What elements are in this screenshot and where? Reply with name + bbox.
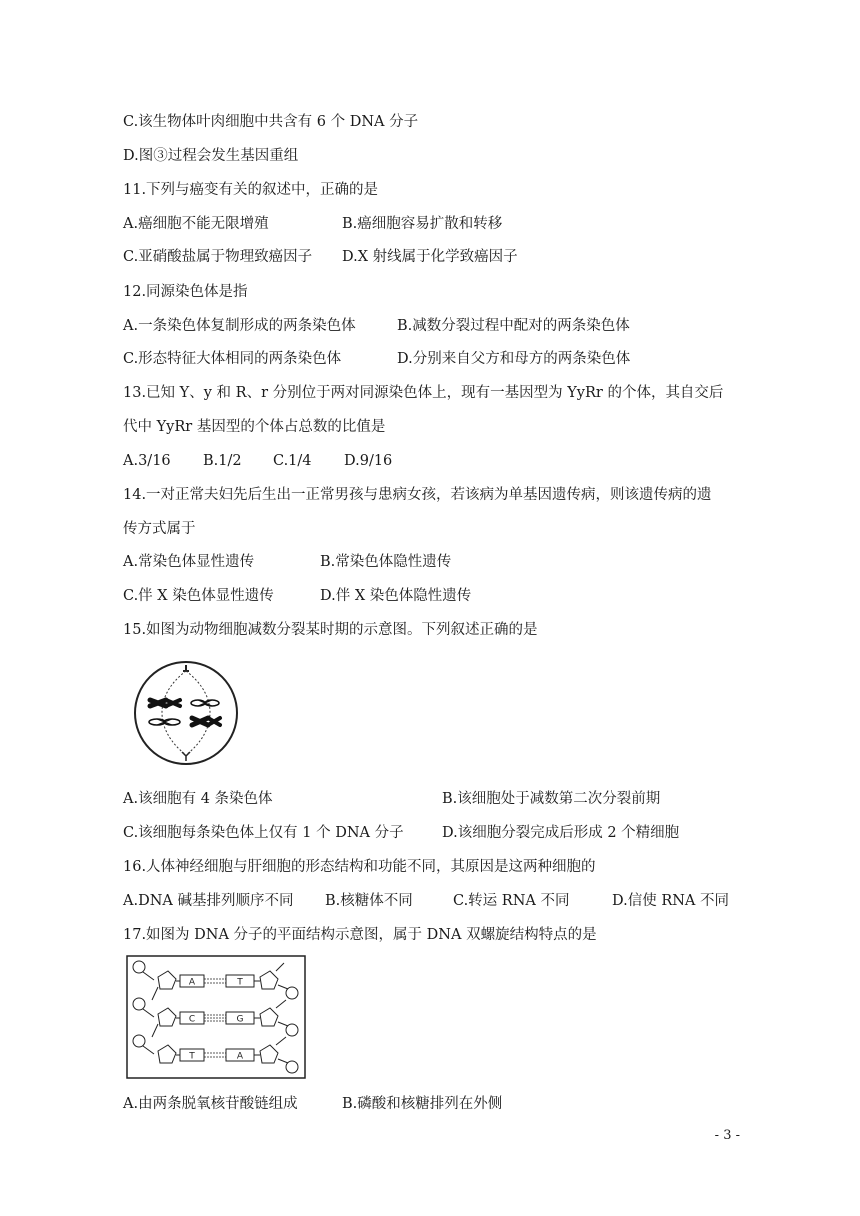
question-14-stem-line1: 14.一对正常夫妇先后生出一正常男孩与患病女孩，若该病为单基因遗传病，则该遗传病的遗 <box>123 487 712 503</box>
spindle-fiber-right <box>186 671 210 755</box>
question-13-stem-line2: 代中 YyRr 基因型的个体占总数的比值是 <box>123 419 386 435</box>
base-r1-left: A <box>188 977 196 988</box>
chromosome-pair-bottom-right <box>192 718 220 725</box>
chromosome-pair-top-right <box>191 700 219 706</box>
base-r3-left: T <box>189 1051 195 1062</box>
q12-option-a[interactable]: A.一条染色体复制形成的两条染色体 <box>123 318 356 334</box>
q14-option-a[interactable]: A.常染色体显性遗传 <box>123 554 255 570</box>
question-14-stem-line2: 传方式属于 <box>123 521 196 537</box>
q15-option-b[interactable]: B.该细胞处于减数第二次分裂前期 <box>442 791 661 807</box>
sugar-right-3 <box>260 1045 278 1063</box>
sugar-right-2 <box>260 1008 278 1026</box>
question-17-stem: 17.如图为 DNA 分子的平面结构示意图，属于 DNA 双螺旋结构特点的是 <box>123 927 597 943</box>
q13-option-c[interactable]: C.1/4 <box>273 453 312 469</box>
sugar-left-2 <box>158 1008 176 1026</box>
q11-option-c[interactable]: C.亚硝酸盐属于物理致癌因子 <box>123 249 313 265</box>
hydrogen-bonds-r1 <box>204 979 226 983</box>
q11-option-d[interactable]: D.X 射线属于化学致癌因子 <box>342 249 518 265</box>
chromosome-pair-bottom-left <box>149 719 180 725</box>
question-12-stem: 12.同源染色体是指 <box>123 284 248 300</box>
sugar-left-1 <box>158 971 176 989</box>
phosphate-left-2 <box>133 998 145 1010</box>
q16-option-c[interactable]: C.转运 RNA 不同 <box>453 893 570 909</box>
q14-option-d[interactable]: D.伴 X 染色体隐性遗传 <box>320 588 472 604</box>
q13-option-a[interactable]: A.3/16 <box>123 453 171 469</box>
q13-option-d[interactable]: D.9/16 <box>344 453 393 469</box>
cell-membrane <box>135 662 237 764</box>
q16-option-a[interactable]: A.DNA 碱基排列顺序不同 <box>123 893 294 909</box>
base-r1-right: T <box>237 977 243 988</box>
question-16-stem: 16.人体神经细胞与肝细胞的形态结构和功能不同，其原因是这两种细胞的 <box>123 859 596 875</box>
q15-option-c[interactable]: C.该细胞每条染色体上仅有 1 个 DNA 分子 <box>123 825 404 841</box>
q16-option-d[interactable]: D.信使 RNA 不同 <box>612 893 730 909</box>
q15-option-a[interactable]: A.该细胞有 4 条染色体 <box>123 791 273 807</box>
q16-option-b[interactable]: B.核糖体不同 <box>325 893 413 909</box>
sugar-right-1 <box>260 971 278 989</box>
question-11-stem: 11.下列与癌变有关的叙述中，正确的是 <box>123 182 379 198</box>
chromosome-pair-top-left <box>150 700 180 706</box>
q11-option-a[interactable]: A.癌细胞不能无限增殖 <box>123 216 269 232</box>
q13-option-b[interactable]: B.1/2 <box>203 453 242 469</box>
meiosis-cell-figure <box>132 660 240 770</box>
q11-option-b[interactable]: B.癌细胞容易扩散和转移 <box>342 216 503 232</box>
spindle-pole-top <box>183 665 189 671</box>
hydrogen-bonds-r3 <box>204 1053 226 1057</box>
q17-option-a[interactable]: A.由两条脱氧核苷酸链组成 <box>123 1096 298 1112</box>
q12-option-c[interactable]: C.形态特征大体相同的两条染色体 <box>123 351 342 367</box>
q14-option-c[interactable]: C.伴 X 染色体显性遗传 <box>123 588 274 604</box>
hydrogen-bonds-r2 <box>204 1015 226 1021</box>
q15-option-d[interactable]: D.该细胞分裂完成后形成 2 个精细胞 <box>442 825 680 841</box>
question-13-stem-line1: 13.已知 Y、y 和 R、r 分别位于两对同源染色体上，现有一基因型为 YyRr 的个体，其自交后 <box>123 385 724 401</box>
base-r3-right: A <box>236 1051 244 1062</box>
base-r2-left: C <box>188 1014 196 1025</box>
phosphate-left-3 <box>133 1035 145 1047</box>
question-15-stem: 15.如图为动物细胞减数分裂某时期的示意图。下列叙述正确的是 <box>123 622 538 638</box>
option-d-text: D.图③过程会发生基因重组 <box>123 148 299 164</box>
sugar-left-3 <box>158 1045 176 1063</box>
spindle-fiber-left <box>162 671 186 755</box>
q12-option-d[interactable]: D.分别来自父方和母方的两条染色体 <box>397 351 631 367</box>
page-number: - 3 - <box>714 1128 740 1143</box>
q14-option-b[interactable]: B.常染色体隐性遗传 <box>320 554 452 570</box>
base-r2-right: G <box>236 1014 244 1025</box>
option-c-text: C.该生物体叶肉细胞中共含有 6 个 DNA 分子 <box>123 114 419 130</box>
phosphate-left-1 <box>133 961 145 973</box>
q12-option-b[interactable]: B.减数分裂过程中配对的两条染色体 <box>397 318 630 334</box>
q17-option-b[interactable]: B.磷酸和核糖排列在外侧 <box>342 1096 503 1112</box>
dna-structure-figure <box>126 955 306 1079</box>
